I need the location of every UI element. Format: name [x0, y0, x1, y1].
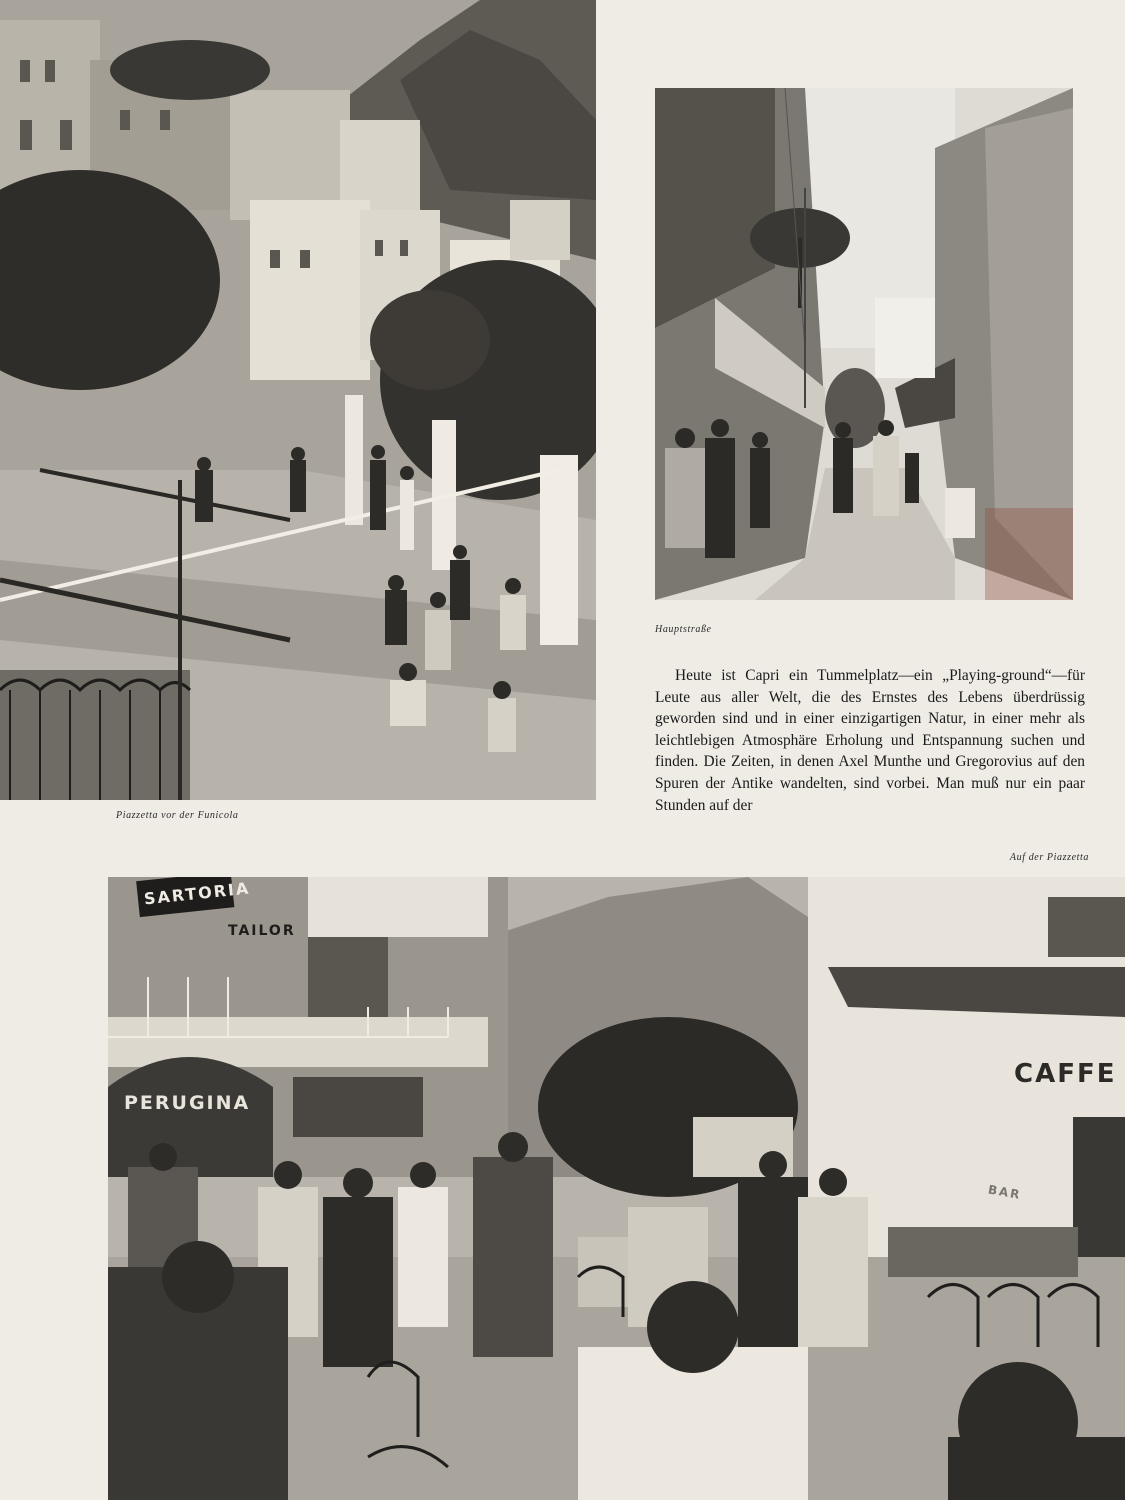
sign-tailor: TAILOR [228, 923, 296, 939]
photo-hauptstrasse-image [655, 88, 1073, 600]
photo-hauptstrasse [655, 88, 1073, 600]
sign-bar: BAR [986, 1182, 1023, 1203]
photo-auf-der-piazzetta [108, 877, 1125, 1500]
sign-caffe: CAFFE [1014, 1059, 1117, 1089]
caption-auf-der-piazzetta: Auf der Piazzetta [1009, 852, 1089, 863]
article-body-text: Heute ist Capri ein Tummelplatz—ein „Playing-ground“—für Leute aus aller Welt, die des Ernstes des Lebens überdrüssig geworden sind und in einer einzigartigen Natur, in einer mehr als leichtlebigen Atmosphäre Erholung und Entspannung suchen und finden. Die Zeiten, in denen Axel Munthe und Gregorovius auf den Spuren der Antike wandelten, sind vorbei. Man muß nur ein paar Stunden auf der [655, 667, 1085, 814]
photo-auf-der-piazzetta-image [108, 877, 1125, 1500]
photo-piazzetta-funicola-image [0, 0, 596, 800]
sign-perugina: PERUGINA [124, 1092, 251, 1114]
photo-piazzetta-funicola [0, 0, 596, 800]
caption-hauptstrasse: Hauptstraße [655, 624, 712, 635]
caption-piazzetta-funicola: Piazzetta vor der Funicola [116, 810, 239, 821]
sign-sartoria: SARTORIA [143, 878, 252, 909]
